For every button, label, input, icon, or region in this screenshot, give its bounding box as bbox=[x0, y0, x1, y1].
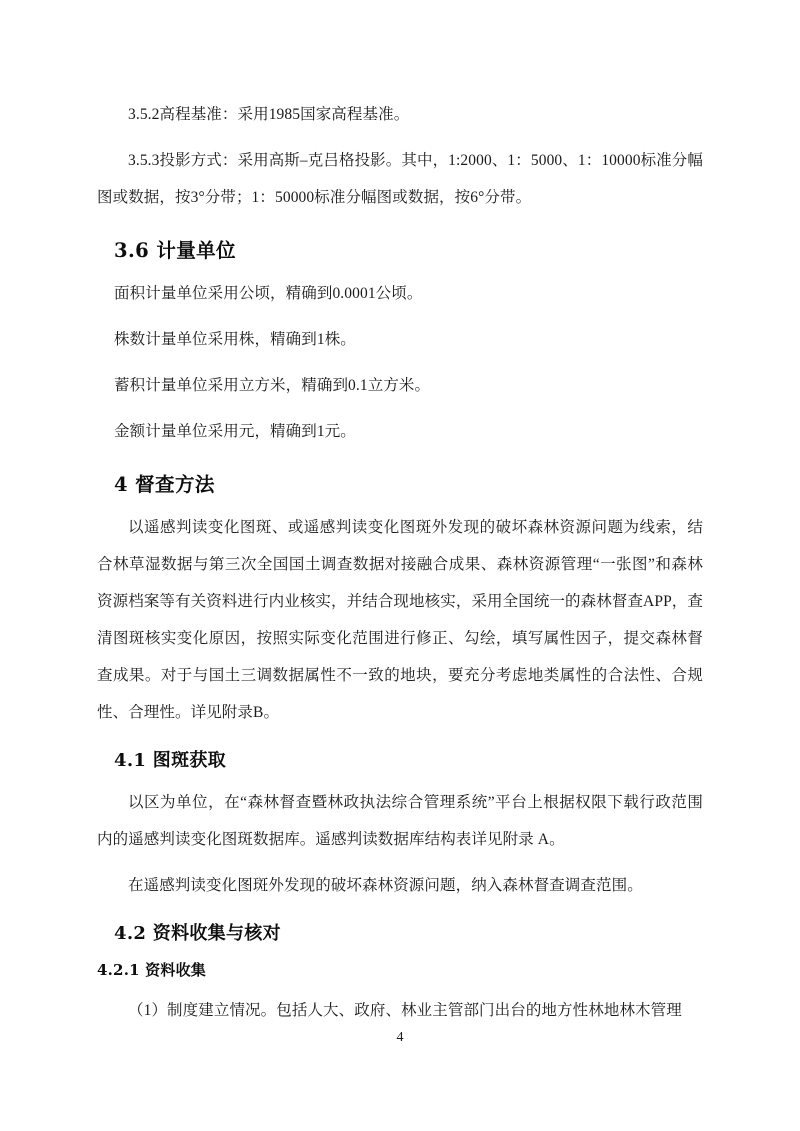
block-spacer bbox=[97, 133, 703, 142]
heading-4-2-data-collection-verification: 4.2 资料收集与核对 bbox=[114, 923, 281, 944]
block-spacer bbox=[97, 358, 703, 367]
paragraph-4-1-body-1: 以区为单位，在“森林督查暨林政执法综合管理系统”平台上根据权限下载行政范围内的遥感判读变化图斑数据库。遥感判读数据库结构表详见附录 A。 bbox=[97, 794, 703, 848]
paragraph-3-5-2: 3.5.2高程基准：采用1985国家高程基准。 bbox=[128, 106, 410, 123]
paragraph-3-5-3: 3.5.3投影方式：采用高斯–克吕格投影。其中，1:2000、1：5000、1：10000标准分幅图或数据，按3°分带；1：50000标准分幅图或数据，按6°分带。 bbox=[97, 152, 703, 206]
paragraph-4-2-1-item-1: （1）制度建立情况。包括人大、政府、林业主管部门出台的地方性林地林木管理 bbox=[128, 1002, 682, 1019]
block-spacer bbox=[97, 450, 703, 470]
block-spacer bbox=[97, 404, 703, 413]
document-body bbox=[97, 96, 703, 1029]
paragraph-supervision-method-body: 以遥感判读变化图斑、或遥感判读变化图斑外发现的破坏森林资源问题为线索，结合林草湿数据与第三次全国国土调查数据对接融合成果、森林资源管理“一张图”和森林资源档案等有关资料进行内业核实，并结合现地核实，采用全国统一的森林督查APP，查清图斑核实变化原因，按照实际变化范围进行修正、勾绘，填写属性因子，提交森林督查成果。对于与国土三调数据属性不一致的地块，要充分考虑地类属性的合法性、合规性、合理性。详见附录B。 bbox=[97, 519, 703, 721]
block-spacer bbox=[97, 216, 703, 236]
block-spacer bbox=[97, 904, 703, 920]
paragraph-4-1-body-2: 在遥感判读变化图斑外发现的破坏森林资源问题，纳入森林督查调查范围。 bbox=[128, 877, 643, 894]
paragraph-area-unit: 面积计量单位采用公顷，精确到0.0001公顷。 bbox=[114, 285, 423, 302]
block-spacer bbox=[97, 500, 703, 509]
block-spacer bbox=[97, 312, 703, 321]
block-spacer bbox=[97, 948, 703, 957]
heading-3-6: 3.6 计量单位 bbox=[114, 239, 236, 262]
block-spacer bbox=[97, 775, 703, 784]
block-spacer bbox=[97, 983, 703, 992]
paragraph-volume-unit: 蓄积计量单位采用立方米，精确到0.1立方米。 bbox=[114, 377, 431, 394]
block-spacer bbox=[97, 266, 703, 275]
heading-4-2-1-data-collection: 4.2.1 资料收集 bbox=[97, 961, 206, 979]
heading-4-supervision-method: 4 督查方法 bbox=[114, 473, 215, 496]
paragraph-tree-count-unit: 株数计量单位采用株，精确到1株。 bbox=[114, 331, 356, 348]
block-spacer bbox=[97, 858, 703, 867]
heading-4-1-patch-acquisition: 4.1 图斑获取 bbox=[114, 750, 226, 771]
page-number: 4 bbox=[396, 1030, 404, 1045]
block-spacer bbox=[97, 731, 703, 747]
paragraph-money-unit: 金额计量单位采用元，精确到1元。 bbox=[114, 423, 356, 440]
